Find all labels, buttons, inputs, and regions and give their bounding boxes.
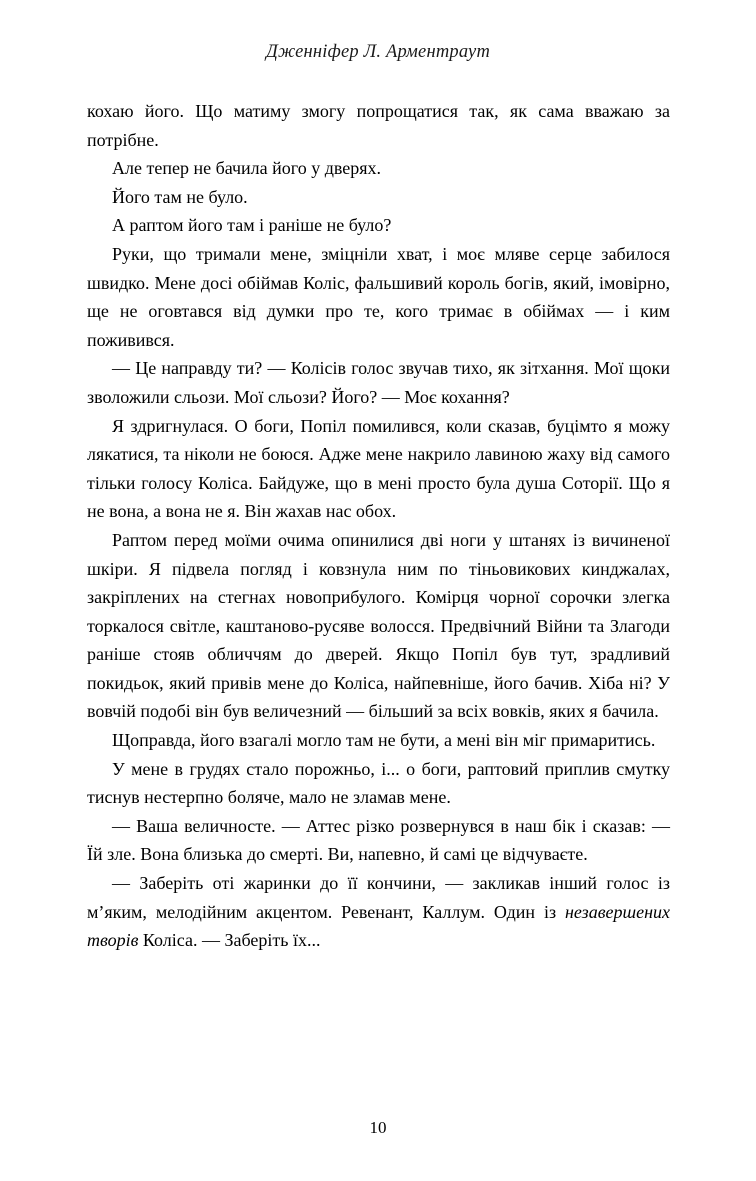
body-text-block xyxy=(87,97,670,955)
paragraph: Раптом перед моїми очима опинилися дві ноги у штанях із вичиненої шкіри. Я підвела погляд і ковзнула ним по тіньовикових кинджалах, закріплених на стегнах новоприбулого. Комірця чорної сорочки злегка торкалося світле, каштаново-русяве волосся. Предвічний Війни та Злагоди раніше стояв обличчям до дверей. Якщо Попіл був тут, зрадливий покидьок, який привів мене до Коліса, найпевніше, його бачив. Хіба ні? У вовчій подобі він був величезний — більший за всіх вовків, яких я бачила. xyxy=(87,529,670,722)
text-run: — Заберіть оті жаринки до її кончини, — закликав інший голос із м’яким, мелодійним акцентом. Ревенант, Каллум. Один із xyxy=(87,873,670,922)
paragraph: — Це направду ти? — Колісів голос звучав тихо, як зітхання. Мої щоки зволожили сльози. Мої сльози? Його? — Моє кохання? xyxy=(87,358,670,407)
text-run: Коліса. — Заберіть їх... xyxy=(138,930,321,951)
page-number: 10 xyxy=(369,1118,387,1137)
paragraph: У мене в грудях стало порожньо, і... о боги, раптовий приплив смутку тиснув нестерпно боляче, мало не зламав мене. xyxy=(87,758,670,808)
paragraph: кохаю його. Що матиму змогу попрощатися так, як сама вважаю за потрібне. xyxy=(87,101,670,150)
italic-phrase: незавершених творів xyxy=(87,901,670,951)
paragraph: Але тепер не бачила його у дверях. xyxy=(112,158,382,179)
paragraph xyxy=(87,869,670,955)
paragraph: Щоправда, його взагалі могло там не бути, а мені він міг примаритись. xyxy=(112,730,656,751)
paragraph: Руки, що тримали мене, зміцніли хват, і моє мляве серце забилося швидко. Мене досі обіймав Коліс, фальшивий король богів, який, імовірно, ще не оговтався від думки про те, кого тримає в обіймах — і ким поживився. xyxy=(87,243,670,350)
running-header: Дженніфер Л. Арментраут xyxy=(265,42,491,62)
paragraph: Я здригнулася. О боги, Попіл помилився, коли сказав, буцімто я можу лякатися, та ніколи не боюся. Адже мене накрило лавиною жаху від самого тільки голосу Коліса. Байдуже, що в мені просто була душа Соторії. Що я не вона, а вона не я. Він жахав нас обох. xyxy=(87,415,670,522)
paragraph: А раптом його там і раніше не було? xyxy=(112,215,392,236)
paragraph: — Ваша величносте. — Аттес різко розвернувся в наш бік і сказав: — Їй зле. Вона близька до смерті. Ви, напевно, й самі це відчуваєте. xyxy=(87,815,670,865)
paragraph: Його там не було. xyxy=(112,186,248,207)
